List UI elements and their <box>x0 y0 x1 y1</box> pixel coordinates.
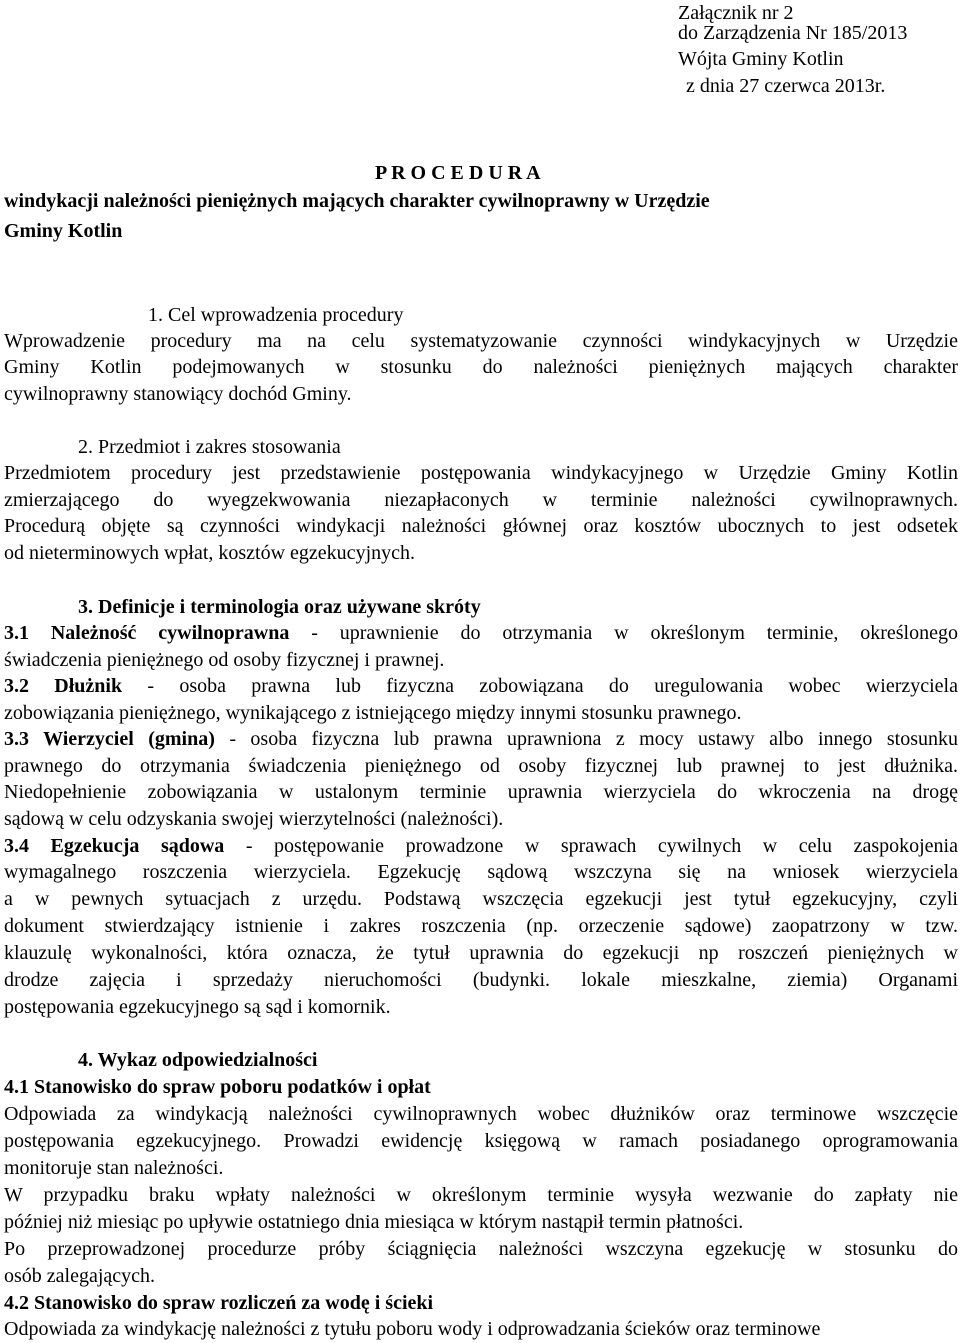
attachment-date: z dnia 27 czerwca 2013r. <box>686 75 886 97</box>
attachment-line-1: Załącznik nr 2 <box>678 2 794 24</box>
definition-3-2 <box>4 673 958 699</box>
definition-text: postępowania egzekucyjnego są sąd i komornik. <box>4 996 391 1018</box>
section-2-text: zmierzającego do wyegzekwowania niezapłaconych w terminie należności cywilnoprawnych. <box>4 489 958 511</box>
section-4-text: W przypadku braku wpłaty należności w określonym terminie wysyła wezwanie do zapłaty nie <box>4 1184 958 1206</box>
definition-text: - postępowanie prowadzone w sprawach cywilnych w celu zaspokojenia <box>224 835 958 857</box>
section-2-text: Procedurą objęte są czynności windykacji należności głównej oraz kosztów ubocznych to jest odsetek <box>4 515 958 537</box>
definition-3-4 <box>4 833 958 859</box>
section-4-text: Odpowiada za windykację należności z tytułu poboru wody i odprowadzania ścieków oraz terminowe <box>4 1318 821 1340</box>
section-4-text: osób zalegających. <box>4 1265 156 1287</box>
definition-text: zobowiązania pieniężnego, wynikającego z istniejącego między innymi stosunku prawnego. <box>4 702 742 724</box>
section-1-heading: 1. Cel wprowadzenia procedury <box>148 304 404 326</box>
section-4-text: Odpowiada za windykacją należności cywilnoprawnych wobec dłużników oraz terminowe wszczęcie <box>4 1103 958 1125</box>
definition-text: drodze zajęcia i sprzedaży nieruchomości (budynki. lokale mieszkalne, ziemia) Organami <box>4 969 958 991</box>
definition-text: - osoba fizyczna lub prawna uprawniona z mocy ustawy albo innego stosunku <box>214 728 958 750</box>
attachment-line-3: Wójta Gminy Kotlin <box>678 48 844 70</box>
section-1-text: cywilnoprawny stanowiący dochód Gminy. <box>4 383 352 405</box>
definition-term: 3.3 Wierzyciel (gmina) <box>4 728 215 750</box>
document-title: P R O C E D U R A <box>375 162 541 184</box>
definition-term: 3.4 Egzekucja sądowa <box>4 835 225 857</box>
document-subtitle-line-1: windykacji należności pieniężnych mających charakter cywilnoprawny w Urzędzie <box>4 190 710 212</box>
definition-text: świadczenia pieniężnego od osoby fizycznej i prawnej. <box>4 649 445 671</box>
definition-text: klauzulę wykonalności, która oznacza, że tytuł uprawnia do egzekucji np roszczeń pieniężnych w <box>4 942 958 964</box>
section-4-text: Po przeprowadzonej procedurze próby ściągnięcia należności wszczyna egzekucję w stosunku do <box>4 1238 958 1260</box>
definition-3-1 <box>4 620 958 646</box>
section-4-heading: 4. Wykaz odpowiedzialności <box>78 1049 318 1071</box>
section-4-text: postępowania egzekucyjnego. Prowadzi ewidencję księgową w ramach posiadanego oprogramowania <box>4 1130 958 1152</box>
definition-text: dokument stwierdzający istnienie i zakres roszczenia (np. orzeczenie sądowe) zaopatrzony w tzw. <box>4 915 958 937</box>
definition-text: - osoba prawna lub fizyczna zobowiązana do uregulowania wobec wierzyciela <box>122 675 958 697</box>
definition-text: sądową w celu odzyskania swojej wierzytelności (należności). <box>4 808 504 830</box>
section-2-text: od nieterminowych wpłat, kosztów egzekucyjnych. <box>4 542 415 564</box>
definition-text: - uprawnienie do otrzymania w określonym terminie, określonego <box>289 622 958 644</box>
section-1-text: Gminy Kotlin podejmowanych w stosunku do należności pieniężnych mających charakter <box>4 356 958 378</box>
definition-text: Niedopełnienie zobowiązania w ustalonym terminie uprawnia wierzyciela do wkroczenia na drogę <box>4 781 958 803</box>
section-1-text: Wprowadzenie procedury ma na celu systematyzowanie czynności windykacyjnych w Urzędzie <box>4 330 958 352</box>
section-4-text: monitoruje stan należności. <box>4 1157 224 1179</box>
section-3-heading: 3. Definicje i terminologia oraz używane skróty <box>78 596 481 618</box>
definition-text: a w pewnych sytuacjach z urzędu. Podstawą wszczęcia egzekucji jest tytuł egzekucyjny, czyli <box>4 888 958 910</box>
definition-term: 3.2 Dłużnik <box>4 675 123 697</box>
attachment-line-2: do Zarządzenia Nr 185/2013 <box>678 22 908 44</box>
definition-3-3 <box>4 726 958 752</box>
section-4-text: później niż miesiąc po upływie ostatniego dnia miesiąca w którym nastąpił termin płatności. <box>4 1211 744 1233</box>
section-2-heading: 2. Przedmiot i zakres stosowania <box>78 436 341 458</box>
definition-text: prawnego do otrzymania świadczenia pieniężnego od osoby fizycznej lub prawnej to jest dłużnika. <box>4 755 958 777</box>
document-subtitle-line-2: Gminy Kotlin <box>4 220 123 242</box>
definition-text: wymagalnego roszczenia wierzyciela. Egzekucję sądową wszczyna się na wniosek wierzyciela <box>4 861 958 883</box>
subsection-4-2-heading: 4.2 Stanowisko do spraw rozliczeń za wodę i ścieki <box>4 1292 434 1314</box>
subsection-4-1-heading: 4.1 Stanowisko do spraw poboru podatków i opłat <box>4 1076 431 1098</box>
definition-term: 3.1 Należność cywilnoprawna <box>4 622 290 644</box>
section-2-text: Przedmiotem procedury jest przedstawienie postępowania windykacyjnego w Urzędzie Gminy Kotlin <box>4 462 958 484</box>
